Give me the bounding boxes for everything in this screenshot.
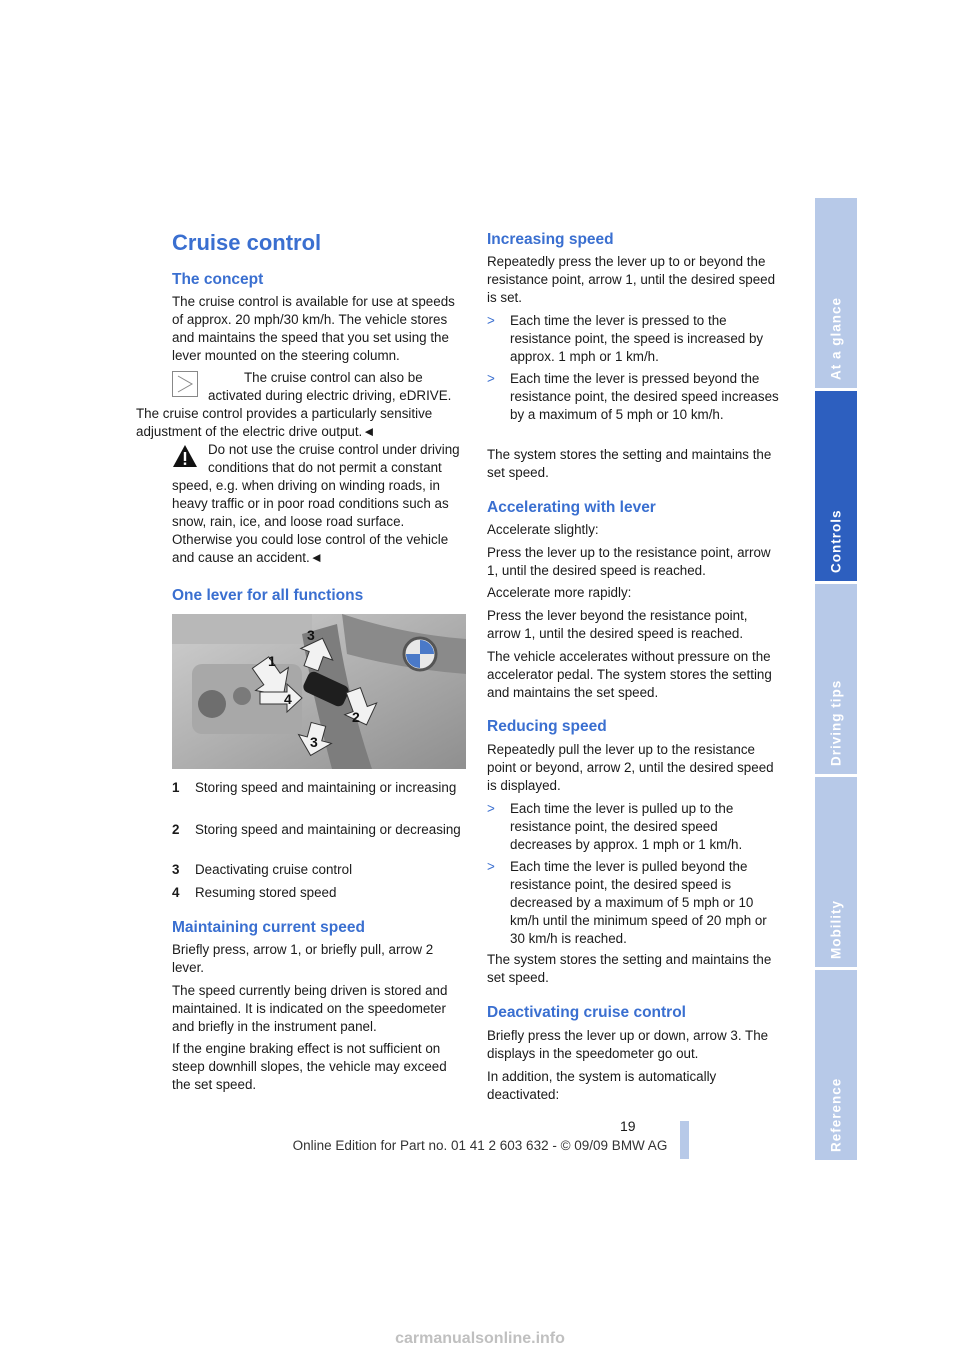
tab-label-controls: Controls bbox=[828, 509, 844, 573]
chapter-sidebar bbox=[815, 198, 857, 1160]
list-item-number: 1 bbox=[172, 780, 180, 795]
tab-label-mobility: Mobility bbox=[828, 900, 844, 959]
list-item bbox=[172, 779, 466, 797]
list-item-number: 4 bbox=[172, 885, 180, 900]
increase-heading: Increasing speed bbox=[487, 231, 614, 248]
concept-heading: The concept bbox=[172, 271, 264, 288]
deact-heading: Deactivating cruise control bbox=[487, 1004, 686, 1021]
increase-paragraph-2: The system stores the setting and maintains the set speed. bbox=[487, 447, 772, 480]
list-item bbox=[172, 861, 466, 879]
list-item-number: 2 bbox=[172, 822, 180, 837]
note-box bbox=[136, 369, 466, 441]
warning-icon bbox=[172, 443, 198, 469]
tab-label-reference: Reference bbox=[828, 1077, 844, 1152]
list-item-text: Storing speed and maintaining or increasing bbox=[195, 780, 457, 795]
accel-paragraph-4: Press the lever beyond the resistance point, arrow 1, until the desired speed is reached. bbox=[487, 608, 748, 641]
bullet-mark: > bbox=[487, 859, 495, 874]
steering-lever-photo bbox=[172, 614, 466, 769]
accel-paragraph-1: Accelerate slightly: bbox=[487, 522, 599, 537]
maintain-paragraph-2: The speed currently being driven is stored and maintained. It is indicated on the speedometer and briefly in the instrument panel. bbox=[172, 983, 448, 1034]
maintain-paragraph-1: Briefly press, arrow 1, or briefly pull, arrow 2 lever. bbox=[172, 942, 434, 975]
list-item-text: Storing speed and maintaining or decreasing bbox=[195, 822, 461, 837]
list-item-text: Resuming stored speed bbox=[195, 885, 337, 900]
list-item bbox=[487, 800, 781, 854]
concept-paragraph: The cruise control is available for use at speeds of approx. 20 mph/30 km/h. The vehicle stores and maintains the speed that you set using the lever mounted on the steering column. bbox=[172, 294, 455, 363]
list-item-number: 3 bbox=[172, 862, 180, 877]
reduce-heading: Reducing speed bbox=[487, 718, 607, 735]
bullet-mark: > bbox=[487, 313, 495, 328]
bullet-text: Each time the lever is pressed beyond the resistance point, the desired speed increases by a maximum of 5 mph or 10 km/h. bbox=[510, 371, 779, 422]
warning-box bbox=[172, 441, 466, 567]
accel-paragraph-2: Press the lever up to the resistance point, arrow 1, until the desired speed is reached. bbox=[487, 545, 771, 578]
photo-label-4: 4 bbox=[284, 691, 292, 707]
list-item bbox=[487, 858, 781, 948]
list-item bbox=[487, 370, 781, 424]
note-icon bbox=[172, 371, 198, 397]
reduce-paragraph-2: The system stores the setting and maintains the set speed. bbox=[487, 952, 772, 985]
page-number: 19 bbox=[620, 1118, 636, 1134]
tab-label-driving-tips: Driving tips bbox=[828, 679, 844, 766]
lever-heading: One lever for all functions bbox=[172, 587, 364, 604]
watermark: carmanualsonline.info bbox=[395, 1330, 565, 1347]
photo-label-2: 2 bbox=[352, 709, 360, 725]
list-item bbox=[172, 884, 466, 902]
bullet-mark: > bbox=[487, 801, 495, 816]
reduce-paragraph-1: Repeatedly pull the lever up to the resistance point or beyond, arrow 2, until the desired speed is displayed. bbox=[487, 742, 774, 793]
bullet-mark: > bbox=[487, 371, 495, 386]
maintain-paragraph-3: If the engine braking effect is not sufficient on steep downhill slopes, the vehicle may exceed the set speed. bbox=[172, 1041, 447, 1092]
deact-paragraph-1: Briefly press the lever up or down, arrow 3. The displays in the speedometer go out. bbox=[487, 1028, 769, 1061]
list-item bbox=[487, 312, 781, 366]
photo-label-3-bottom: 3 bbox=[310, 734, 318, 750]
bullet-text: Each time the lever is pulled beyond the resistance point, the desired speed is decreased by a maximum of 5 mph or 10 km/h until the minimum speed of 20 mph or 30 km/h is reached. bbox=[510, 859, 767, 946]
deact-paragraph-2: In addition, the system is automatically deactivated: bbox=[487, 1069, 717, 1102]
accel-paragraph-3: Accelerate more rapidly: bbox=[487, 585, 632, 600]
tab-label-at-a-glance: At a glance bbox=[828, 296, 844, 380]
bullet-text: Each time the lever is pressed to the resistance point, the speed is increased by approx. 1 mph or 1 km/h. bbox=[510, 313, 764, 364]
list-item-text: Deactivating cruise control bbox=[195, 862, 353, 877]
section-title: Cruise control bbox=[172, 230, 322, 255]
accel-heading: Accelerating with lever bbox=[487, 499, 656, 516]
note-text: The cruise control can also be activated during electric driving, eDRIVE. The cruise control provides a particularly sensitive adjustment of the electric drive output.◄ bbox=[136, 370, 452, 439]
accel-paragraph-5: The vehicle accelerates without pressure on the accelerator pedal. The system stores the setting and maintains the set speed. bbox=[487, 649, 772, 700]
photo-label-1: 1 bbox=[268, 653, 276, 669]
footer-text: Online Edition for Part no. 01 41 2 603 632 - © 09/09 BMW AG bbox=[292, 1138, 668, 1153]
photo-label-3-top: 3 bbox=[307, 627, 315, 643]
increase-paragraph-1: Repeatedly press the lever up to or beyond the resistance point, arrow 1, until the desired speed is set. bbox=[487, 254, 776, 305]
bullet-text: Each time the lever is pulled up to the resistance point, the desired speed decreases by approx. 1 mph or 1 km/h. bbox=[510, 801, 743, 852]
maintain-heading: Maintaining current speed bbox=[172, 919, 365, 936]
warning-text: Do not use the cruise control under driving conditions that do not permit a constant speed, e.g. when driving on winding roads, in heavy traffic or in poor road conditions such as snow, rain, ice, and loose road surface. Otherwise you could lose control of the vehicle and cause an accident.◄ bbox=[172, 442, 460, 565]
list-item bbox=[172, 821, 466, 839]
